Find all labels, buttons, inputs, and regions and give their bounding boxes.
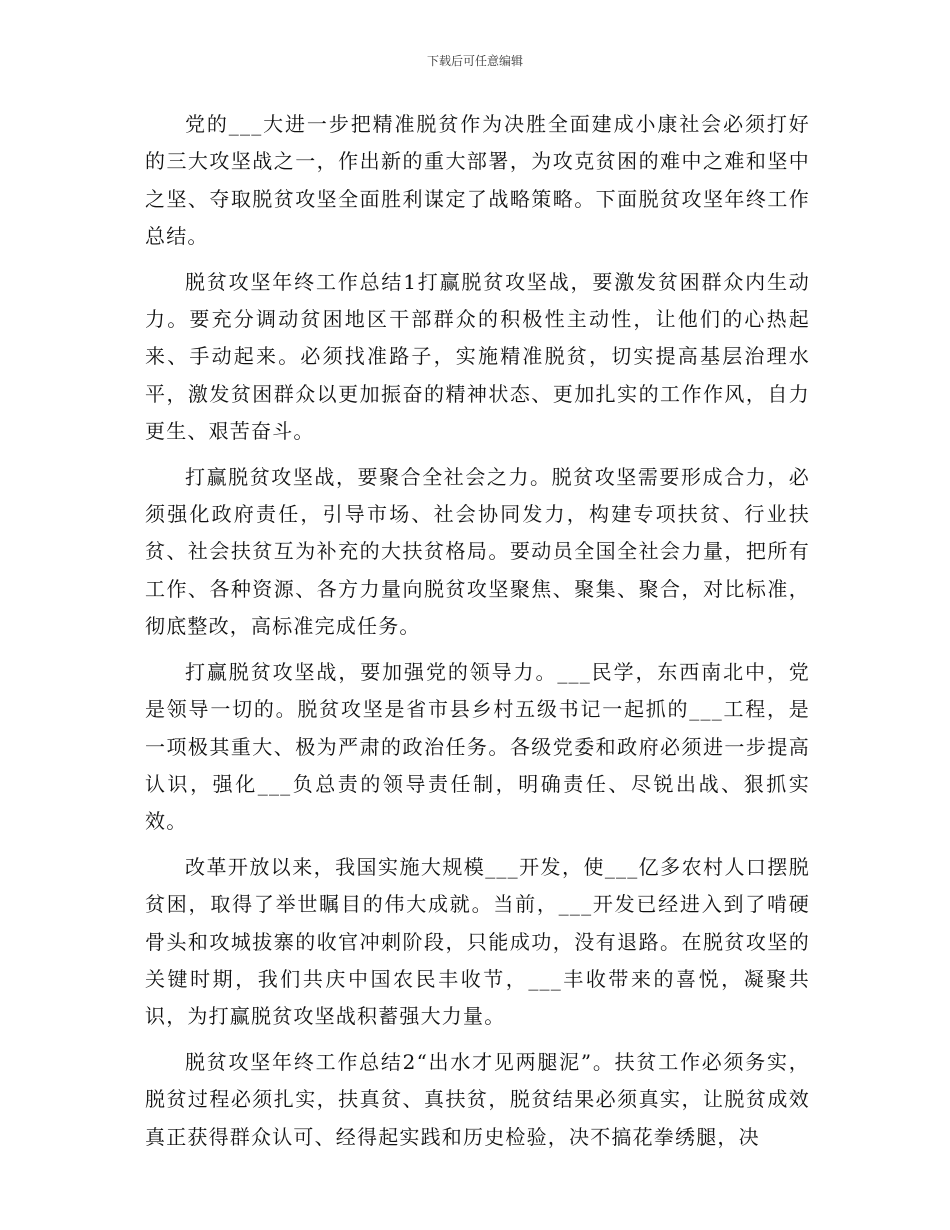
paragraph-reform: 改革开放以来，我国实施大规模___开发，使___亿多农村人口摆脱贫困，取得了举世瞩目的伟大成就。当前，___开发已经进入到了啃硬骨头和攻城拔寨的收官冲刺阶段，只能成功，没有退路。在脱贫攻坚的关键时期，我们共庆中国农民丰收节，___丰收带来的喜悦，凝聚共识，为打赢脱贫攻坚战积蓄强大力量。 — [145, 854, 810, 1029]
paragraph-social-force: 打赢脱贫攻坚战，要聚合全社会之力。脱贫攻坚需要形成合力，必须强化政府责任，引导市场、社会协同发力，构建专项扶贫、行业扶贫、社会扶贫互为补充的大扶贫格局。要动员全国全社会力量，把所有工作、各种资源、各方力量向脱贫攻坚聚焦、聚集、聚合，对比标准，彻底整改，高标准完成任务。 — [145, 464, 810, 639]
paragraph-summary-2: 脱贫攻坚年终工作总结2“出水才见两腿泥”。扶贫工作必须务实，脱贫过程必须扎实，扶真贫、真扶贫，脱贫结果必须真实，让脱贫成效真正获得群众认可、经得起实践和历史检验，决不搞花拳绣腿，决 — [145, 1049, 810, 1149]
paragraph-intro: 党的___大进一步把精准脱贫作为决胜全面建成小康社会必须打好的三大攻坚战之一，作出新的重大部署，为攻克贫困的难中之难和坚中之坚、夺取脱贫攻坚全面胜利谋定了战略策略。下面脱贫攻坚年终工作总结。 — [145, 112, 810, 249]
page-header: 下载后可任意编辑 — [426, 54, 523, 68]
paragraph-party-leadership: 打赢脱贫攻坚战，要加强党的领导力。___民学，东西南北中，党是领导一切的。脱贫攻坚是省市县乡村五级书记一起抓的___工程，是一项极其重大、极为严肃的政治任务。各级党委和政府必须进一步提高认识，强化___负总责的领导责任制，明确责任、尽锐出战、狠抓实效。 — [145, 659, 810, 834]
document-body — [145, 106, 810, 1164]
paragraph-summary-1: 脱贫攻坚年终工作总结1打赢脱贫攻坚战，要激发贫困群众内生动力。要充分调动贫困地区干部群众的积极性主动性，让他们的心热起来、手动起来。必须找准路子，实施精准脱贫，切实提高基层治理水平，激发贫困群众以更加振奋的精神状态、更加扎实的工作作风，自力更生、艰苦奋斗。 — [145, 269, 810, 444]
